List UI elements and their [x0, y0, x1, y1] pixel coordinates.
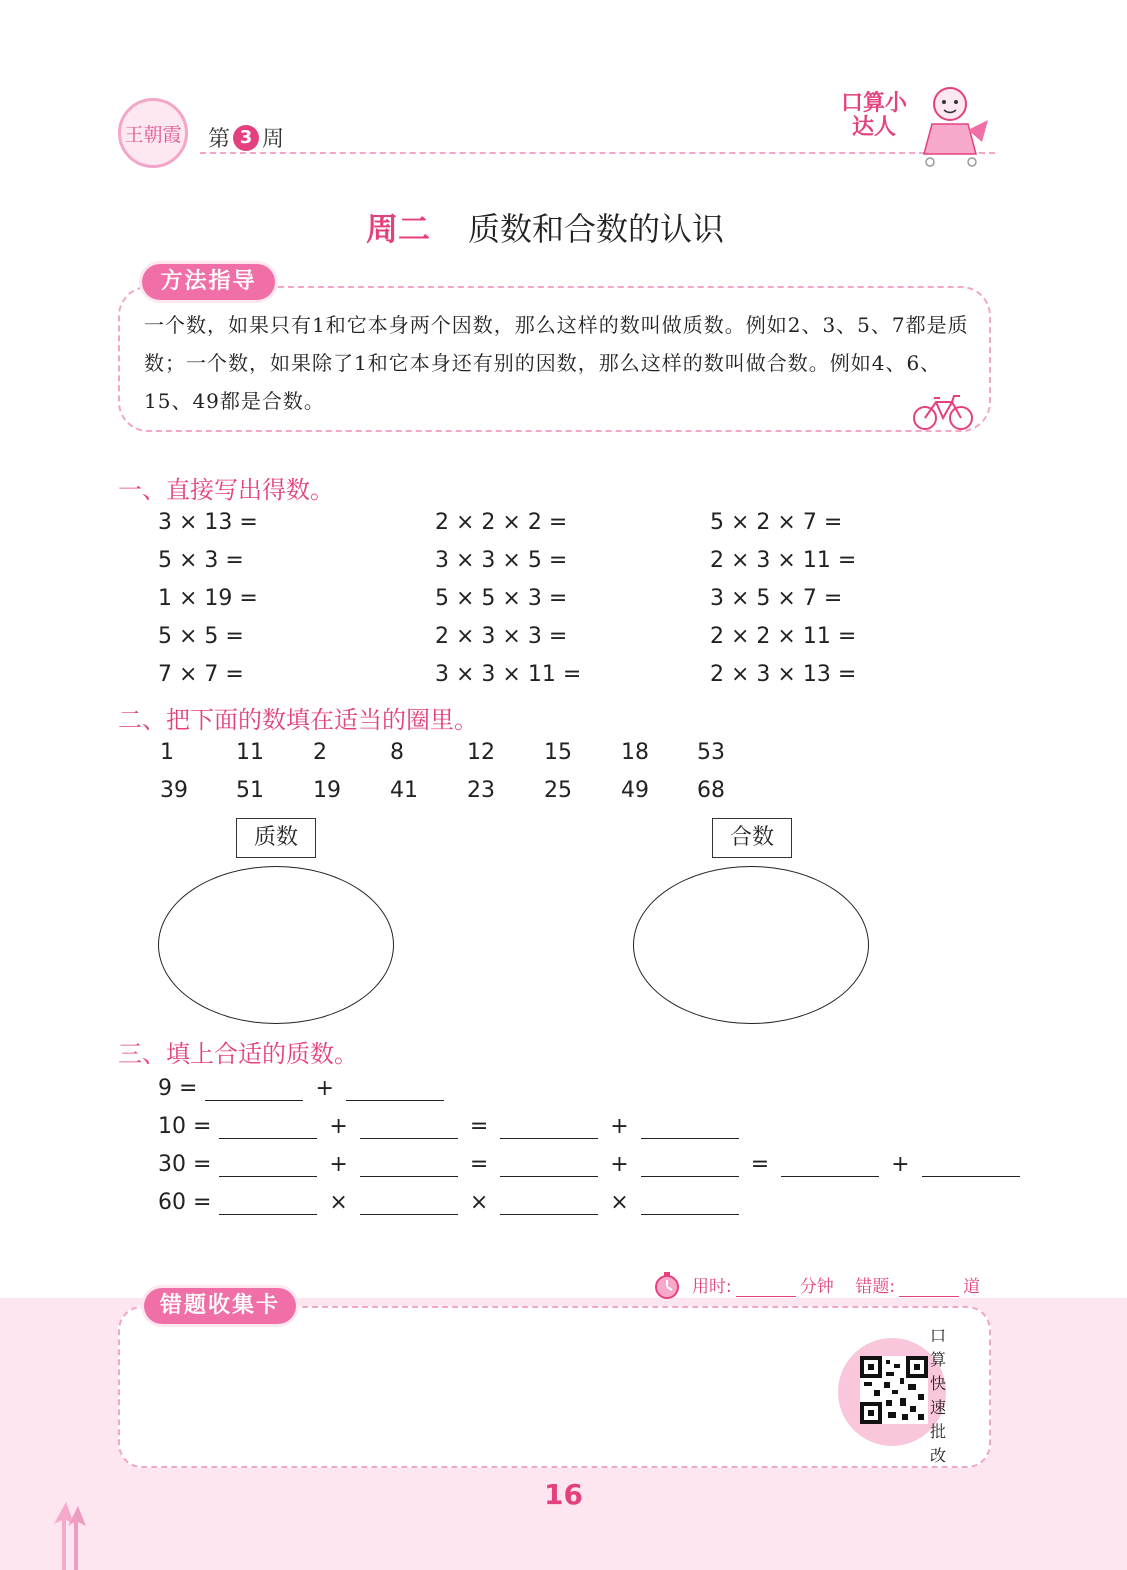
section2-heading: 二、把下面的数填在适当的圈里。: [118, 706, 478, 734]
qr-caption-char: 口: [929, 1326, 946, 1345]
expression: 2 × 2 × 11 =: [710, 624, 857, 649]
expression: 2 × 3 × 11 =: [710, 548, 857, 573]
expression: 3 × 3 × 11 =: [435, 662, 582, 687]
time-blank[interactable]: [736, 1278, 796, 1297]
expression: 5 × 3 =: [158, 548, 244, 573]
qr-caption-char: 速: [929, 1398, 946, 1417]
answer-blank[interactable]: [360, 1156, 458, 1177]
week-number: 3: [233, 125, 259, 151]
answer-blank[interactable]: [500, 1194, 598, 1215]
answer-blank[interactable]: [360, 1118, 458, 1139]
operator: =: [469, 1152, 489, 1177]
composite-circle[interactable]: [633, 866, 869, 1024]
fill-row: [158, 1190, 747, 1215]
number-item: 15: [544, 740, 572, 765]
card-label: 错题收集卡: [144, 1288, 296, 1324]
operator: +: [329, 1114, 348, 1139]
operator: +: [315, 1076, 334, 1101]
number-item: 39: [160, 778, 188, 803]
operator: +: [610, 1152, 629, 1177]
operator: ×: [469, 1190, 489, 1215]
qr-caption: [928, 1324, 948, 1468]
fill-row: [158, 1152, 1028, 1177]
expression: 5 × 5 × 3 =: [435, 586, 568, 611]
section1-heading: 一、直接写出得数。: [118, 476, 334, 504]
title-day: 周二: [366, 210, 431, 248]
operator: +: [891, 1152, 910, 1177]
qr-caption-char: 改: [929, 1446, 946, 1465]
expression: 2 × 2 × 2 =: [435, 510, 568, 535]
expression: 7 × 7 =: [158, 662, 244, 687]
qr-caption-char: 算: [929, 1350, 946, 1369]
row-lhs: 60 =: [158, 1190, 212, 1215]
number-item: 11: [236, 740, 264, 765]
count-unit: 道: [963, 1277, 981, 1297]
arrow-up-icon: [52, 1500, 92, 1570]
week-suffix: 周: [262, 127, 285, 152]
title-topic: 质数和合数的认识: [468, 210, 725, 248]
logo-badge: [118, 98, 188, 168]
prime-label: 质数: [236, 818, 316, 858]
number-item: 19: [313, 778, 341, 803]
number-item: 68: [697, 778, 725, 803]
answer-blank[interactable]: [219, 1156, 317, 1177]
qr-caption-char: 快: [929, 1374, 946, 1393]
operator: +: [329, 1152, 348, 1177]
answer-blank[interactable]: [781, 1156, 879, 1177]
answer-blank[interactable]: [922, 1156, 1020, 1177]
expression: 3 × 5 × 7 =: [710, 586, 843, 611]
number-item: 51: [236, 778, 264, 803]
minute-label: 分钟: [799, 1277, 834, 1297]
answer-blank[interactable]: [360, 1194, 458, 1215]
operator: ×: [329, 1190, 348, 1215]
answer-blank[interactable]: [641, 1118, 739, 1139]
row-lhs: 10 =: [158, 1114, 212, 1139]
answer-blank[interactable]: [641, 1194, 739, 1215]
row-lhs: 9 =: [158, 1076, 198, 1101]
answer-blank[interactable]: [219, 1118, 317, 1139]
operator: =: [750, 1152, 770, 1177]
prime-circle[interactable]: [158, 866, 394, 1024]
expression: 5 × 2 × 7 =: [710, 510, 843, 535]
operator: =: [469, 1114, 489, 1139]
answer-blank[interactable]: [500, 1118, 598, 1139]
errors-blank[interactable]: [899, 1278, 959, 1297]
expression: 2 × 3 × 13 =: [710, 662, 857, 687]
week-indicator: [208, 122, 284, 153]
number-item: 49: [621, 778, 649, 803]
row-lhs: 30 =: [158, 1152, 212, 1177]
number-item: 2: [313, 740, 327, 765]
logo-text: 王朝霞: [124, 123, 182, 146]
page-number: 16: [544, 1478, 583, 1511]
expression: 2 × 3 × 3 =: [435, 624, 568, 649]
expression: 3 × 13 =: [158, 510, 258, 535]
time-label: 用时:: [692, 1277, 732, 1297]
number-item: 23: [467, 778, 495, 803]
number-item: 41: [390, 778, 418, 803]
operator: ×: [610, 1190, 629, 1215]
answer-blank[interactable]: [500, 1156, 598, 1177]
week-prefix: 第: [208, 127, 231, 152]
time-record: [692, 1272, 980, 1297]
header-divider: [200, 152, 995, 154]
stopwatch-icon: [652, 1270, 682, 1300]
expression: 5 × 5 =: [158, 624, 244, 649]
fill-row: [158, 1076, 452, 1101]
mascot-icon: [910, 80, 996, 170]
answer-blank[interactable]: [346, 1080, 444, 1101]
operator: +: [610, 1114, 629, 1139]
number-item: 8: [390, 740, 404, 765]
answer-blank[interactable]: [219, 1194, 317, 1215]
answer-blank[interactable]: [205, 1080, 303, 1101]
answer-blank[interactable]: [641, 1156, 739, 1177]
number-item: 53: [697, 740, 725, 765]
expression: 3 × 3 × 5 =: [435, 548, 568, 573]
errors-label: 错题:: [855, 1277, 896, 1297]
method-text: 一个数，如果只有1和它本身两个因数，那么这样的数叫做质数。例如2、3、5、7都是质数；一个数，如果除了1和它本身还有别的因数，那么这样的数叫做合数。例如4、6、15、49都是合数。: [144, 313, 969, 413]
qr-caption-char: 批: [929, 1422, 946, 1441]
number-item: 12: [467, 740, 495, 765]
method-label: 方法指导: [142, 264, 275, 300]
qr-code-icon[interactable]: [860, 1356, 928, 1424]
number-item: 1: [160, 740, 174, 765]
bicycle-icon: [912, 390, 974, 432]
composite-label: 合数: [712, 818, 792, 858]
number-item: 18: [621, 740, 649, 765]
number-item: 25: [544, 778, 572, 803]
section3-heading: 三、填上合适的质数。: [118, 1040, 358, 1068]
fill-row: [158, 1114, 747, 1139]
expression: 1 × 19 =: [158, 586, 258, 611]
brand-logo: 口算小达人: [840, 91, 907, 140]
